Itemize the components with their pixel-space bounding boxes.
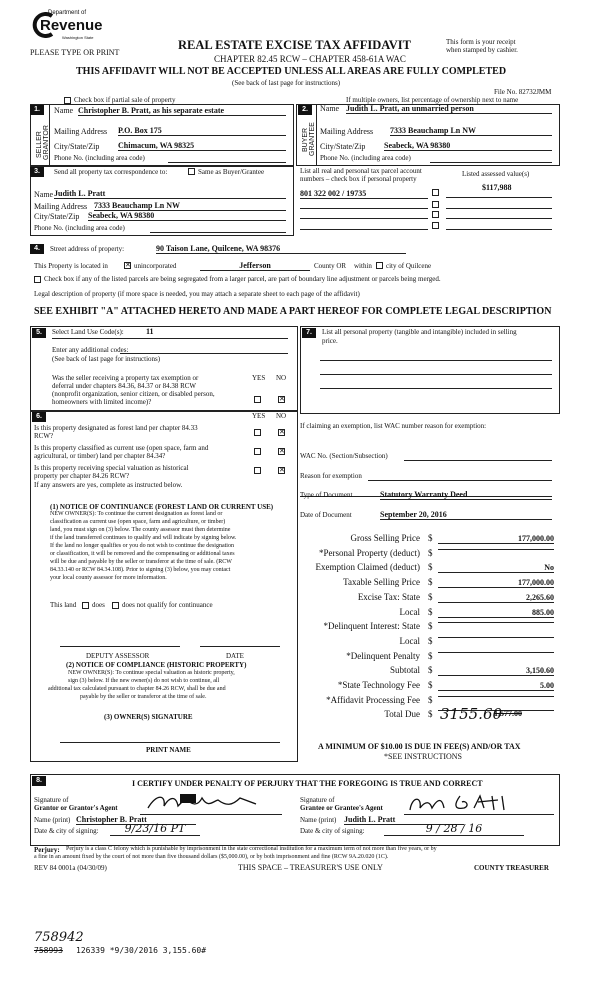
fee-label: *Personal Property (deduct) (319, 547, 420, 558)
grantor-sig-label-1: Signature of (34, 796, 69, 804)
logo-state: Washington State (62, 35, 94, 40)
fee-dollar-sign: $ (428, 665, 433, 676)
s6-no: NO (276, 412, 287, 420)
fee-value (438, 637, 554, 638)
s6-yes: YES (252, 412, 266, 420)
within-city-checkbox[interactable] (376, 262, 383, 269)
located-text: This Property is located in (34, 262, 108, 270)
parcel-label-2: numbers – check box if personal property (300, 175, 417, 183)
wac-number-label: WAC No. (Section/Subsection) (300, 452, 388, 460)
exemption-question-l3: (nonprofit organization, senior citizen, or disabled person, (52, 390, 215, 398)
does-not-checkbox[interactable] (112, 602, 119, 609)
doc-type-label: Type of Document (300, 491, 353, 499)
section-number-1: 1. (30, 105, 44, 115)
buyer-city: Seabeck, WA 98380 (384, 141, 552, 151)
land-use-code: 11 (146, 327, 154, 336)
fee-dollar-sign: $ (428, 533, 433, 543)
receipt-note-1: This form is your receipt (446, 38, 516, 46)
fee-dollar-sign: $ (428, 591, 433, 602)
section-number-3: 3. (30, 167, 44, 177)
grantee-side-label: GRANTEE (309, 122, 316, 156)
total-due-handwritten: 3155.60 (440, 705, 503, 723)
form-chapter: CHAPTER 82.45 RCW – CHAPTER 458-61A WAC (214, 54, 406, 64)
fee-dollar-sign: $ (428, 547, 433, 558)
deputy-assessor-label: DEPUTY ASSESSOR (86, 652, 150, 660)
doc-date: September 20, 2016 (380, 510, 552, 520)
continuance-line-5: If the land no longer qualifies or you do not wish to continue the designation (50, 543, 234, 549)
continuance-line-7: will be due and payable by the seller or transferor at the time of sale. (RCW (50, 559, 232, 565)
fee-label: Excise Tax: State (357, 591, 420, 602)
parcel-personal-checkbox-3[interactable] (432, 211, 439, 218)
section-number-8: 8. (32, 776, 46, 786)
fee-dollar-sign: $ (428, 680, 433, 690)
parcel-personal-checkbox-1[interactable] (432, 189, 439, 196)
logo-word: Revenue (40, 17, 103, 34)
parcel-label-1: List all real and personal tax parcel account (300, 167, 422, 175)
logo-department: Department of (48, 10, 87, 16)
seller-mail-label: Mailing Address (54, 127, 108, 136)
grantor-name-label: Name (print) (34, 816, 71, 824)
perjury-line-1: Perjury is a class C felony which is punishable by imprisonment in the state correctional institution for a maximum term of not more than five years, or by (66, 846, 437, 852)
grantee-name: Judith L. Pratt (344, 815, 464, 825)
current-use-question-l2: agricultural, or timber) land per chapter 84.34? (34, 452, 166, 460)
section-number-4: 4. (30, 244, 44, 254)
stamp-struck-number: 758993 (34, 946, 63, 955)
assessed-label: Listed assessed value(s) (462, 170, 530, 178)
buyer-phone-label: Phone No. (including area code) (320, 154, 411, 162)
seller-name: Christopher B. Pratt, as his separate estate (78, 106, 286, 116)
current-use-question-l1: Is this property classified as current use (open space, farm and (34, 444, 209, 452)
print-name-label: PRINT NAME (146, 746, 191, 754)
historic-no-checkbox[interactable]: ✕ (279, 466, 285, 474)
revenue-logo (30, 10, 103, 42)
grantor-name: Christopher B. Pratt (76, 815, 196, 825)
seller-city-label: City/State/Zip (54, 142, 100, 151)
fee-value: 5.00 (438, 681, 554, 691)
same-as-buyer-label: Same as Buyer/Grantee (198, 168, 265, 176)
grantee-agent-label: Grantee or Grantee's Agent (300, 804, 383, 812)
land-use-no: NO (276, 374, 287, 382)
handwritten-receipt-number: 758942 (34, 930, 84, 945)
county-treasurer: COUNTY TREASURER (474, 864, 549, 872)
legal-description-label: Legal description of property (if more space is needed, you may attach a separate sheet to each page of the affidavit) (34, 290, 360, 298)
parcel-personal-checkbox-4[interactable] (432, 222, 439, 229)
corr-city-label: City/State/Zip (34, 212, 80, 221)
see-back-note: (See back of last page for instructions) (232, 79, 341, 87)
county-or-label: County OR (314, 262, 347, 270)
fee-value (438, 549, 554, 550)
segregated-checkbox[interactable] (34, 276, 41, 283)
see-instructions-note: *SEE INSTRUCTIONS (384, 752, 463, 761)
fee-value: 177,000.00 (438, 578, 554, 588)
fee-value: 2,265.60 (438, 593, 554, 603)
seller-mail: P.O. Box 175 (118, 126, 286, 136)
forest-no-checkbox[interactable]: ✕ (279, 428, 285, 436)
fee-label: Local (399, 606, 420, 617)
correspondence-label: Send all property tax correspondence to: (54, 168, 168, 176)
partial-sale-label: Check box if partial sale of property (74, 96, 176, 104)
perjury-line-2: a fine in an amount fixed by the court of not more than five thousand dollars ($5,000.00), or by both imprisonment and fine (RCW 9A.20.020 (1C). (34, 854, 389, 860)
does-label: does (92, 601, 105, 609)
partial-sale-checkbox[interactable] (64, 97, 71, 104)
exemption-question-l1: Was the seller receiving a property tax exemption or (52, 374, 199, 382)
fee-dollar-sign: $ (428, 621, 433, 632)
continuance-line-1: NEW OWNER(S): To continue the current designation as forest land or (50, 511, 223, 517)
exemption-yes-checkbox[interactable] (254, 396, 261, 403)
seller-city: Chimacum, WA 98325 (118, 141, 286, 151)
form-warning: THIS AFFIDAVIT WILL NOT BE ACCEPTED UNLESS ALL AREAS ARE FULLY COMPLETED (76, 66, 507, 77)
exemption-question-l4: homeowners with limited income)? (52, 398, 152, 406)
fee-label: *Delinquent Penalty (346, 650, 420, 661)
compliance-line-2: sign (3) below. If the new owner(s) do not wish to continue, all (68, 678, 220, 684)
forest-yes-checkbox[interactable] (254, 429, 261, 436)
buyer-name: Judith L. Pratt, an unmarried person (346, 104, 552, 114)
grantor-signature-mark (146, 792, 266, 816)
additional-codes-label: Enter any additional codes: (52, 346, 129, 354)
any-yes-note: If any answers are yes, complete as instructed below. (34, 481, 183, 489)
grantee-signature-mark (408, 792, 518, 816)
continuance-line-2: classification as current use (open space, farm and agriculture, or timber) (50, 519, 226, 525)
compliance-title: (2) NOTICE OF COMPLIANCE (HISTORIC PROPERTY) (66, 661, 247, 669)
within-label: within (354, 262, 372, 270)
file-number: File No. 82732JMM (494, 88, 552, 96)
treasurer-use-only: THIS SPACE – TREASURER'S USE ONLY (238, 863, 383, 872)
same-as-buyer-checkbox[interactable] (188, 168, 195, 175)
parcel-number: 801 322 002 / 19735 (300, 189, 428, 199)
section-6 (30, 410, 298, 762)
grantor-date-label: Date & city of signing: (34, 827, 99, 835)
fee-label: Exemption Claimed (deduct) (315, 562, 420, 573)
please-type: PLEASE TYPE OR PRINT (30, 48, 120, 57)
fee-dollar-sign: $ (428, 650, 433, 661)
unincorporated-checkbox[interactable]: ✕ (125, 261, 131, 269)
minimum-fee-note: A MINIMUM OF $10.00 IS DUE IN FEE(S) AND/OR TAX (318, 742, 521, 751)
fee-label: Subtotal (389, 665, 420, 676)
section-number-5: 5. (32, 328, 46, 338)
does-checkbox[interactable] (82, 602, 89, 609)
grantor-side-label: GRANTOR (43, 125, 50, 160)
fee-value: No (438, 563, 554, 573)
assessed-value: $117,988 (482, 183, 512, 192)
seller-phone-label: Phone No. (including area code) (54, 154, 145, 162)
compliance-line-1: NEW OWNER(S): To continue special valuation as historic property, (68, 670, 235, 676)
doc-date-label: Date of Document (300, 511, 352, 519)
grantee-name-label: Name (print) (300, 816, 337, 824)
continuance-line-6: or classification, it will be removed and the compensating or additional taxes (50, 551, 235, 557)
city-of-label: city of Quilcene (386, 262, 432, 270)
personal-property-section (300, 326, 560, 414)
section-number-7: 7. (302, 328, 316, 338)
section-number-2: 2. (298, 105, 312, 115)
continuance-line-3: land, you must sign on (3) below. The county assessor must then determine (50, 527, 231, 533)
fee-value (438, 696, 554, 697)
historic-question-l1: Is this property receiving special valuation as historical (34, 464, 189, 472)
fee-label: *Affidavit Processing Fee (326, 694, 420, 705)
corr-phone-label: Phone No. (including area code) (34, 224, 125, 232)
exemption-no-checkbox[interactable]: ✕ (279, 395, 285, 403)
fee-label: Gross Selling Price (350, 533, 420, 543)
does-not-label: does not qualify for continuance (122, 601, 213, 609)
forest-question-l2: RCW? (34, 432, 54, 440)
exemption-wac-label: If claiming an exemption, list WAC number reason for exemption: (300, 422, 487, 430)
corr-mail: 7333 Beauchamp Ln NW (94, 201, 286, 211)
street-label: Street address of property: (50, 245, 125, 253)
this-land-label: This land (50, 601, 77, 609)
personal-property-label-1: List all personal property (tangible and intangible) included in selling (322, 328, 517, 336)
multiple-owners-note: If multiple owners, list percentage of ownership next to name (346, 96, 519, 104)
grantee-date-label: Date & city of signing: (300, 827, 365, 835)
owner-signature-label: (3) OWNER(S) SIGNATURE (104, 713, 193, 721)
section-number-6: 6. (32, 412, 46, 422)
buyer-mail-label: Mailing Address (320, 127, 374, 136)
corr-city: Seabeck, WA 98380 (88, 211, 286, 221)
deputy-date-label: DATE (226, 652, 244, 660)
parcel-personal-checkbox-2[interactable] (432, 201, 439, 208)
form-revision: REV 84 0001a (04/30/09) (34, 864, 107, 872)
compliance-line-4: payable by the seller or transferor at the time of sale. (80, 694, 207, 700)
cashier-stamp: 126339 *9/30/2016 3,155.60# (76, 946, 207, 955)
certify-statement: I CERTIFY UNDER PENALTY OF PERJURY THAT THE FOREGOING IS TRUE AND CORRECT (132, 779, 483, 788)
fee-label: *State Technology Fee (337, 680, 420, 690)
historic-question-l2: property per chapter 84.26 RCW? (34, 472, 130, 480)
compliance-line-3: additional tax calculated pursuant to chapter 84.26 RCW, shall be due and (48, 686, 226, 692)
seller-name-label: Name (54, 106, 74, 115)
fee-dollar-sign: $ (428, 562, 433, 573)
buyer-city-label: City/State/Zip (320, 142, 366, 151)
fee-label: Local (399, 635, 420, 646)
fee-dollar-sign: $ (428, 577, 433, 588)
personal-property-label-2: price. (322, 337, 338, 345)
buyer-name-label: Name (320, 104, 340, 113)
fee-dollar-sign: $ (428, 606, 433, 617)
grantee-sig-label-1: Signature of (300, 796, 335, 804)
buyer-mail: 7333 Beauchamp Ln NW (390, 126, 552, 136)
historic-yes-checkbox[interactable] (254, 467, 261, 474)
fee-dollar-sign: $ (428, 709, 433, 720)
fee-value: 3,150.60 (438, 666, 554, 676)
doc-type: Statutory Warranty Deed (380, 490, 552, 500)
fee-value (438, 622, 554, 623)
fee-label: *Delinquent Interest: State (323, 621, 420, 632)
exhibit-text: SEE EXHIBIT "A" ATTACHED HERETO AND MADE A PART HEREOF FOR COMPLETE LEGAL DESCRIPTION (34, 306, 552, 317)
receipt-note-2: when stamped by cashier. (446, 46, 518, 54)
buyer-side-label: BUYER (302, 127, 309, 152)
street-address: 90 Taison Lane, Quilcene, WA 98376 (156, 244, 406, 254)
unincorporated-label: unincorporated (134, 262, 177, 270)
corr-name-label: Name (34, 190, 54, 199)
continuance-line-9: your local county assessor for more information. (50, 575, 167, 581)
grantor-date: 9/23/16 PT (110, 822, 200, 836)
county-name: Jefferson (200, 261, 310, 271)
segregated-label: Check box if any of the listed parcels are being segregated from a larger parcel, are part of boundary line adjustment or parcels being merged. (44, 275, 441, 283)
form-title: REAL ESTATE EXCISE TAX AFFIDAVIT (178, 38, 411, 52)
perjury-bold: Perjury: (34, 846, 60, 854)
grantee-date: 9 / 28 / 16 (384, 822, 524, 836)
grantor-agent-label: Grantor or Grantor's Agent (34, 804, 118, 812)
continuance-line-8: 84.33.140 or RCW 84.34.108). Prior to signing (3) below, you may contact (50, 567, 231, 573)
fee-value: 177,000.00 (438, 534, 554, 544)
fee-value: 885.00 (438, 608, 554, 618)
land-use-label: Select Land Use Code(s): (52, 328, 124, 336)
additional-codes-note: (See back of last page for instructions) (52, 355, 161, 363)
seller-side-label: SELLER (36, 131, 43, 158)
fee-label: Taxable Selling Price (343, 577, 420, 588)
fee-dollar-sign: $ (428, 635, 433, 646)
forest-question-l1: Is this property designated as forest land per chapter 84.33 (34, 424, 198, 432)
corr-name: Judith L. Pratt (54, 189, 286, 199)
current-use-no-checkbox[interactable]: ✕ (279, 447, 285, 455)
fee-dollar-sign: $ (428, 694, 433, 705)
total-due-struck: 1,577.00 (494, 709, 522, 718)
fee-value (438, 652, 554, 653)
reason-label: Reason for exemption (300, 472, 362, 480)
exemption-question-l2: deferral under chapters 84.36, 84.37 or 84.38 RCW (52, 382, 197, 390)
continuance-title: (1) NOTICE OF CONTINUANCE (FOREST LAND OR CURRENT USE) (50, 503, 274, 511)
corr-mail-label: Mailing Address (34, 202, 88, 211)
fee-label: Total Due (384, 709, 420, 720)
current-use-yes-checkbox[interactable] (254, 448, 261, 455)
continuance-line-4: if the land transferred continues to qualify and will indicate by signing below. (50, 535, 237, 541)
land-use-yes: YES (252, 374, 266, 382)
